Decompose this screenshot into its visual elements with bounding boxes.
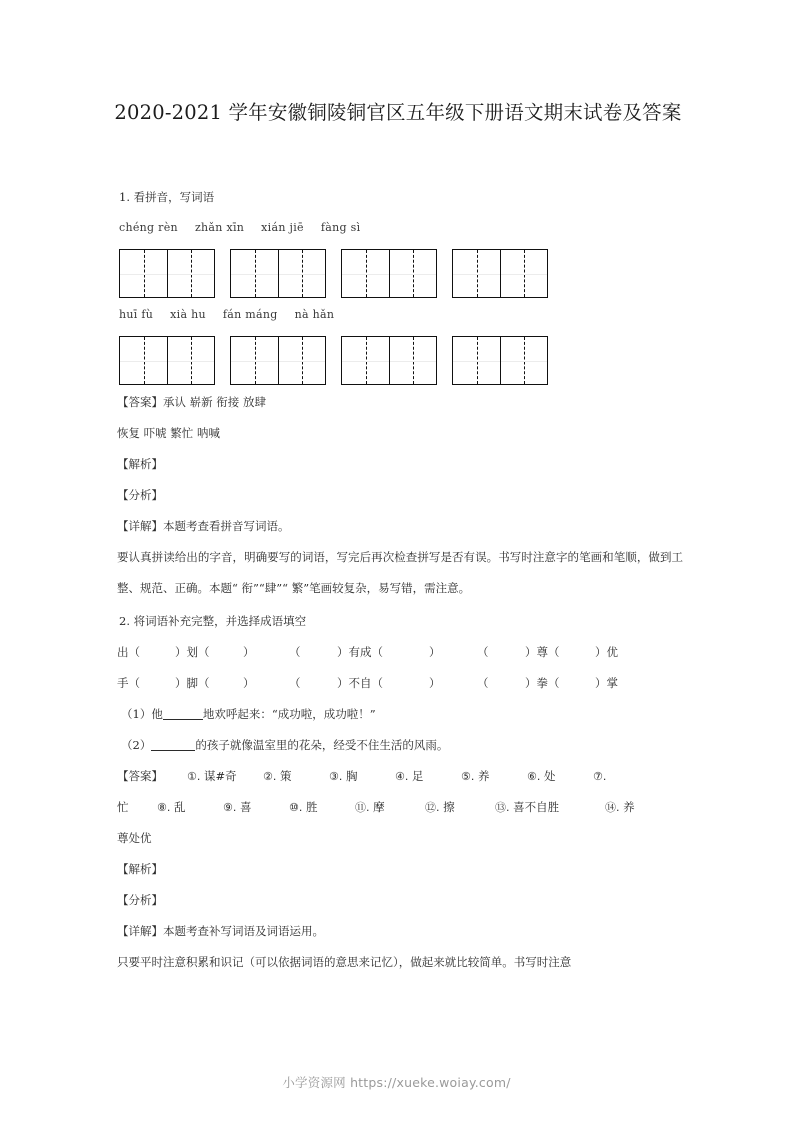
answer-number: ②.: [263, 770, 277, 783]
answer-number: ①.: [187, 770, 201, 783]
bracket-cell: （: [477, 645, 489, 659]
bracket-cell: ）: [243, 645, 255, 659]
question-1-analysis-label: 【解析】: [117, 457, 163, 471]
answer-text: 养: [478, 769, 490, 783]
answer-number: ④.: [395, 770, 409, 783]
answer-text: 胜: [306, 800, 318, 814]
document-body: [113, 182, 683, 978]
answer-text: 乱: [174, 800, 186, 814]
answer-number: ③.: [329, 770, 343, 783]
answer-text: 谋#奇: [204, 769, 237, 783]
fill-blank[interactable]: [163, 719, 203, 720]
question-1-answer-line-2: 恢复 吓唬 繁忙 呐喊: [117, 426, 220, 440]
character-grid-cell[interactable]: [453, 250, 500, 297]
answer-text: 摩: [373, 800, 385, 814]
answer-number: ⑦.: [593, 770, 607, 783]
character-grid-cell[interactable]: [342, 250, 389, 297]
character-grid-cell[interactable]: [167, 250, 214, 297]
bracket-cell: 手（: [117, 676, 140, 690]
character-grid-group: [452, 336, 548, 385]
answer-text: 擦: [443, 800, 455, 814]
question-2-sub-2: [113, 730, 683, 761]
pinyin-word: fán máng: [222, 308, 278, 321]
footer-site-name: 小学资源网: [282, 1075, 346, 1090]
footer-url: https://xueke.woiay.com/: [350, 1075, 511, 1090]
answer-number: ⑬.: [495, 801, 510, 814]
bracket-cell: ）不自（: [337, 676, 383, 690]
question-1-explanation: 要认真拼读给出的字音，明确要写的词语，写完后再次检查拼写是否有误。书写时注意字的笔画和笔顺，做到工整、规范、正确。本题“ 衔”“肆”“ 繁”笔画较复杂，易写错，需注意。: [117, 550, 683, 595]
question-1-pinyin-row-1: [113, 213, 683, 243]
question-1-fenxi-label: 【分析】: [117, 488, 163, 502]
character-grid-cell[interactable]: [278, 337, 325, 384]
question-2-xiangjie: [113, 916, 683, 947]
bracket-cell: 出（: [117, 645, 140, 659]
answer-text: 策: [280, 769, 292, 783]
footer-watermark: [0, 1073, 793, 1091]
character-grid-cell[interactable]: [500, 250, 547, 297]
question-2-answer-row-3: 尊处优: [117, 831, 152, 845]
bracket-cell: ）有成（: [337, 645, 383, 659]
character-grid-group: [341, 336, 437, 385]
character-grid-cell[interactable]: [389, 337, 436, 384]
xiangjie-label: 【详解】: [117, 519, 163, 533]
sub-index: （1）: [121, 707, 152, 721]
bracket-cell: ）优: [595, 645, 618, 659]
answer-number: ⑭.: [605, 801, 620, 814]
question-2-bracket-row-2: [113, 668, 683, 699]
character-grid-group: [119, 249, 215, 298]
character-grid-group: [119, 336, 215, 385]
character-grid-cell[interactable]: [278, 250, 325, 297]
answer-text: 喜: [240, 800, 252, 814]
answer-text: 喜不自胜: [513, 800, 560, 814]
answer-text: 处: [544, 769, 556, 783]
character-grid-row-2: [119, 336, 683, 385]
bracket-cell: ）脚（: [175, 676, 210, 690]
xiangjie-text: 本题考查补写词语及词语运用。: [163, 924, 324, 938]
question-2-explanation: 只要平时注意积累和识记（可以依据词语的意思来记忆），做起来就比较简单。书写时注意: [117, 955, 572, 969]
answer-number: ⑤.: [461, 770, 475, 783]
pinyin-word: xián jiē: [261, 221, 304, 234]
question-2-answer-row-2: 忙 ⑧. 乱 ⑨. 喜 ⑩. 胜 ⑪. 摩 ⑫. 擦 ⑬. 喜不自胜 ⑭. 养: [113, 792, 683, 823]
pinyin-word: xià hu: [170, 308, 206, 321]
character-grid-cell[interactable]: [453, 337, 500, 384]
bracket-cell: ）尊（: [525, 645, 560, 659]
bracket-cell: （: [477, 676, 489, 690]
answer-label: 【答案】: [117, 769, 163, 783]
xiangjie-label: 【详解】: [117, 924, 163, 938]
pinyin-word: zhǎn xīn: [194, 221, 245, 234]
bracket-cell: ）掌: [595, 676, 618, 690]
character-grid-cell[interactable]: [342, 337, 389, 384]
character-grid-cell[interactable]: [120, 337, 167, 384]
pinyin-word: nà hǎn: [294, 308, 335, 321]
character-grid-group: [230, 249, 326, 298]
xiangjie-text: 本题考查看拼音写词语。: [163, 519, 290, 533]
answer-number: ⑧.: [157, 801, 171, 814]
character-grid-cell[interactable]: [167, 337, 214, 384]
question-1-prompt: 1. 看拼音，写词语: [119, 190, 215, 204]
bracket-cell: ）: [429, 645, 441, 659]
bracket-cell: （: [289, 645, 301, 659]
pinyin-word: fàng sì: [320, 221, 361, 234]
answer-number: ⑩.: [289, 801, 303, 814]
sub-before: 他: [151, 707, 163, 721]
question-2-bracket-row-1: [113, 637, 683, 668]
character-grid-cell[interactable]: [120, 250, 167, 297]
fill-blank[interactable]: [151, 750, 195, 751]
question-1-pinyin-row-2: [113, 300, 683, 330]
sub-after: 地欢呼起来：“成功啦，成功啦！”: [202, 707, 376, 721]
question-2-analysis-label: 【解析】: [117, 862, 163, 876]
character-grid-group: [230, 336, 326, 385]
question-1-answer-line-1: [113, 387, 683, 418]
answer-number: ⑥.: [527, 770, 541, 783]
bracket-cell: ）划（: [175, 645, 210, 659]
answer-text: 胸: [346, 769, 358, 783]
page-title: 2020-2021 学年安徽铜陵铜官区五年级下册语文期末试卷及答案: [114, 101, 682, 124]
sub-after: 的孩子就像温室里的花朵，经受不住生活的风雨。: [195, 738, 449, 752]
character-grid-cell[interactable]: [389, 250, 436, 297]
bracket-cell: （: [289, 676, 301, 690]
answer-text: 足: [412, 769, 424, 783]
sub-index: （2）: [121, 738, 152, 752]
character-grid-cell[interactable]: [231, 337, 278, 384]
answer-text: 忙: [117, 800, 129, 814]
character-grid-row-1: [119, 249, 683, 298]
character-grid-group: [341, 249, 437, 298]
answer-number: ⑨.: [223, 801, 237, 814]
character-grid-cell[interactable]: [500, 337, 547, 384]
question-2-prompt: 2. 将词语补充完整，并选择成语填空: [119, 614, 307, 628]
question-2-fenxi-label: 【分析】: [117, 893, 163, 907]
pinyin-word: huī fù: [119, 308, 154, 321]
question-1-xiangjie: [113, 511, 683, 542]
answer-number: ⑪.: [355, 801, 370, 814]
character-grid-group: [452, 249, 548, 298]
answer-label: 【答案】: [117, 395, 163, 409]
question-2-sub-1: [113, 699, 683, 730]
bracket-cell: ）: [243, 676, 255, 690]
pinyin-word: chéng rèn: [119, 221, 178, 234]
answer-text: 承认 崭新 衔接 放肆: [163, 395, 266, 409]
character-grid-cell[interactable]: [231, 250, 278, 297]
answer-number: ⑫.: [425, 801, 440, 814]
bracket-cell: ）拳（: [525, 676, 560, 690]
bracket-cell: ）: [429, 676, 441, 690]
question-2-answer-row-1: [113, 761, 683, 792]
